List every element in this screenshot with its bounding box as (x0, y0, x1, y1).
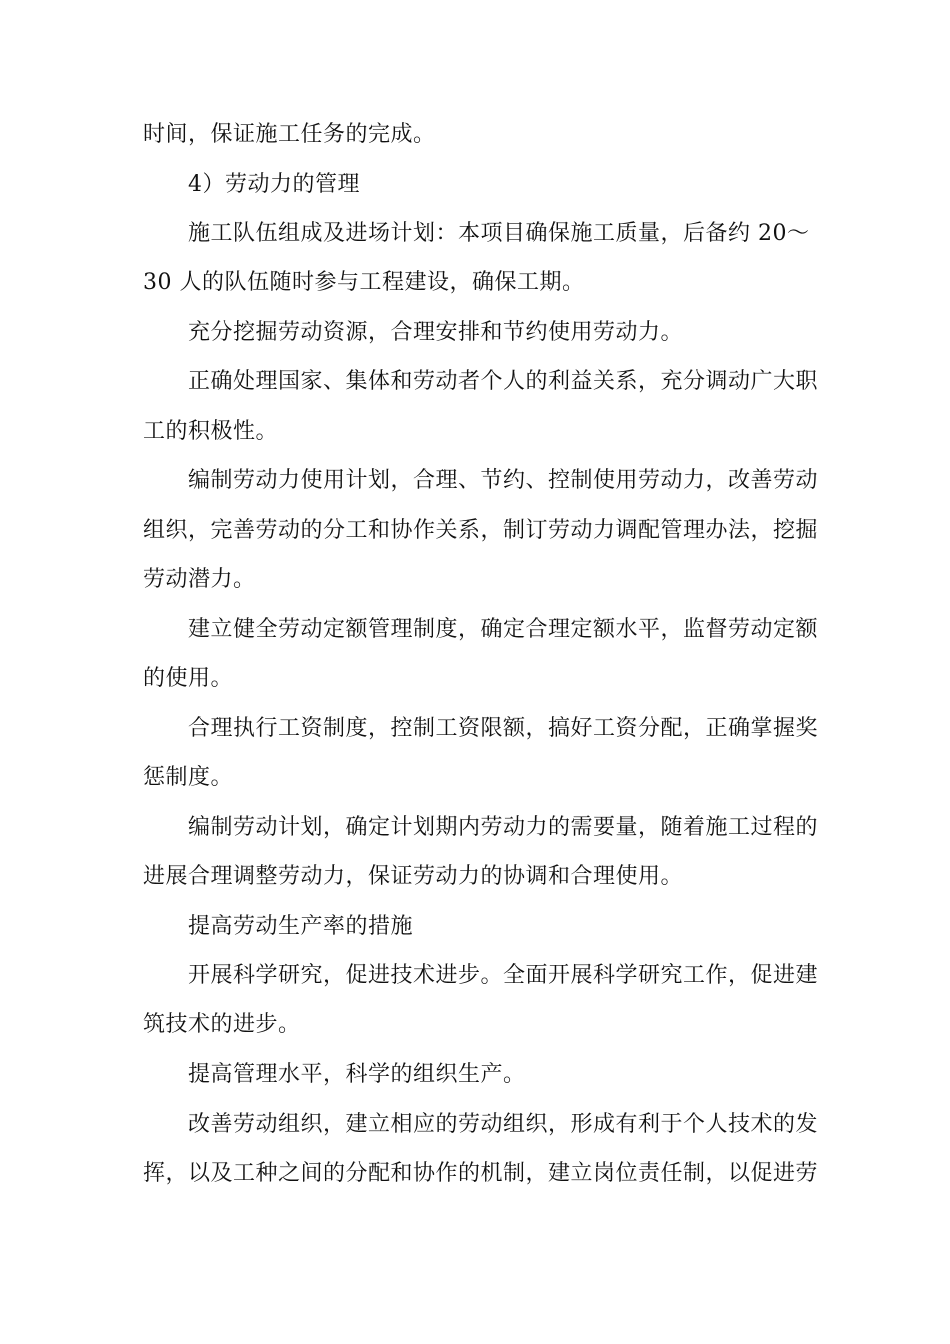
text-line: 编制劳动计划，确定计划期内劳动力的需要量，随着施工过程的 (188, 815, 819, 840)
text-line: 筑技术的进步。 (143, 1012, 301, 1037)
text-line: 充分挖掘劳动资源，合理安排和节约使用劳动力。 (188, 320, 684, 345)
text-line: 时间，保证施工任务的完成。 (143, 122, 436, 147)
text-line: 开展科学研究，促进技术进步。全面开展科学研究工作，促进建 (188, 963, 819, 988)
text-line: 工的积极性。 (143, 419, 279, 444)
text-line: 挥，以及工种之间的分配和协作的机制，建立岗位责任制，以促进劳 (143, 1161, 819, 1186)
text-line: 提高管理水平，科学的组织生产。 (188, 1062, 526, 1087)
text-line: 改善劳动组织，建立相应的劳动组织，形成有利于个人技术的发 (188, 1112, 819, 1137)
text-line: 建立健全劳动定额管理制度，确定合理定额水平，监督劳动定额 (188, 617, 819, 642)
text-line: 正确处理国家、集体和劳动者个人的利益关系，充分调动广大职 (188, 369, 819, 394)
text-line: 惩制度。 (143, 765, 234, 790)
text-line: 施工队伍组成及进场计划：本项目确保施工质量，后备约 20～ (188, 221, 810, 246)
text-line: 进展合理调整劳动力，保证劳动力的协调和合理使用。 (143, 864, 684, 889)
text-line: 组织，完善劳动的分工和协作关系，制订劳动力调配管理办法，挖掘 (143, 518, 819, 543)
section-heading: 4）劳动力的管理 (188, 172, 360, 197)
text-line: 30 人的队伍随时参与工程建设，确保工期。 (143, 270, 585, 295)
text-line: 编制劳动力使用计划，合理、节约、控制使用劳动力，改善劳动 (188, 468, 819, 493)
text-line: 的使用。 (143, 666, 234, 691)
section-heading: 提高劳动生产率的措施 (188, 914, 414, 939)
text-line: 合理执行工资制度，控制工资限额，搞好工资分配，正确掌握奖 (188, 716, 819, 741)
text-line: 劳动潜力。 (143, 567, 256, 592)
